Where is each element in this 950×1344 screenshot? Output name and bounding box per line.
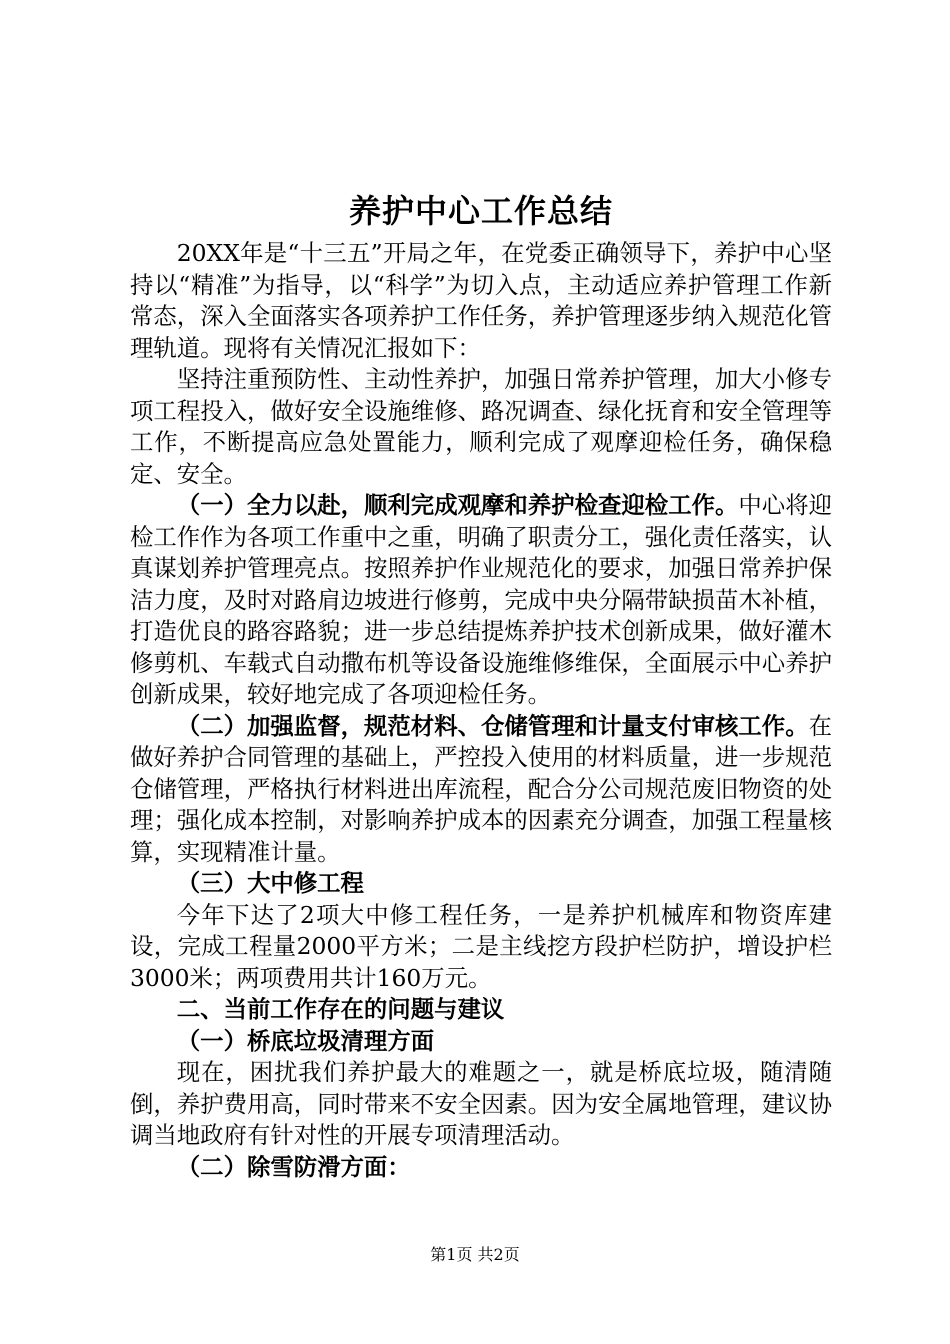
part-2-heading: 二、当前工作存在的问题与建议 — [176, 995, 505, 1023]
summary-paragraph: 坚持注重预防性、主动性养护，加强日常养护管理，加大小修专项工程投入，做好安全设施维修、路况调查、绿化抚育和安全管理等工作，不断提高应急处置能力，顺利完成了观摩迎检任务，确保稳定、安全。 — [130, 365, 832, 488]
section-3-text: 今年下达了2项大中修工程任务，一是养护机械库和物资库建设，完成工程量2000平方米；二是主线挖方段护栏防护，增设护栏3000米；两项费用共计160万元。 — [130, 900, 832, 992]
section-2-heading: （二）加强监督，规范材料、仓储管理和计量支付审核工作。 — [176, 711, 809, 740]
section-3-heading: （三）大中修工程 — [176, 869, 364, 897]
section-1-paragraph — [130, 490, 832, 711]
part-2-subsection-1-heading: （一）桥底垃圾清理方面 — [176, 1026, 435, 1055]
page-number: 第1页 共2页 — [430, 1245, 520, 1264]
document-body — [130, 184, 832, 1183]
part-2-subsection-2-heading: （二）除雪防滑方面： — [176, 1152, 411, 1181]
section-2-text: 在做好养护合同管理的基础上，严控投入使用的材料质量，进一步规范仓储管理，严格执行材料进出库流程，配合分公司规范废旧物资的处理；强化成本控制，对影响养护成本的因素充分调查，加强工程量核算，实现精准计量。 — [130, 711, 832, 866]
section-1-heading: （一）全力以赴，顺利完成观摩和养护检查迎检工作。 — [176, 491, 739, 519]
part-2-subsection-1-text: 现在，困扰我们养护最大的难题之一，就是桥底垃圾，随清随倒，养护费用高，同时带来不安全因素。因为安全属地管理，建议协调当地政府有针对性的开展专项清理活动。 — [130, 1058, 832, 1149]
intro-paragraph: 20XX年是“十三五”开局之年，在党委正确领导下，养护中心坚持以“精准”为指导，以“科学”为切入点，主动适应养护管理工作新常态，深入全面落实各项养护工作任务，养护管理逐步纳入规范化管理轨道。现将有关情况汇报如下： — [130, 239, 832, 362]
section-2-paragraph — [130, 711, 832, 869]
section-1-text: 中心将迎检工作作为各项工作重中之重，明确了职责分工，强化责任落实，认真谋划养护管理亮点。按照养护作业规范化的要求，加强日常养护保洁力度，及时对路肩边坡进行修剪，完成中央分隔带缺损苗木补植，打造优良的路容路貌；进一步总结提炼养护技术创新成果，做好灌木修剪机、车载式自动撒布机等设备设施维修维保，全面展示中心养护创新成果，较好地完成了各项迎检任务。 — [130, 491, 832, 708]
document-title: 养护中心工作总结 — [348, 192, 613, 230]
